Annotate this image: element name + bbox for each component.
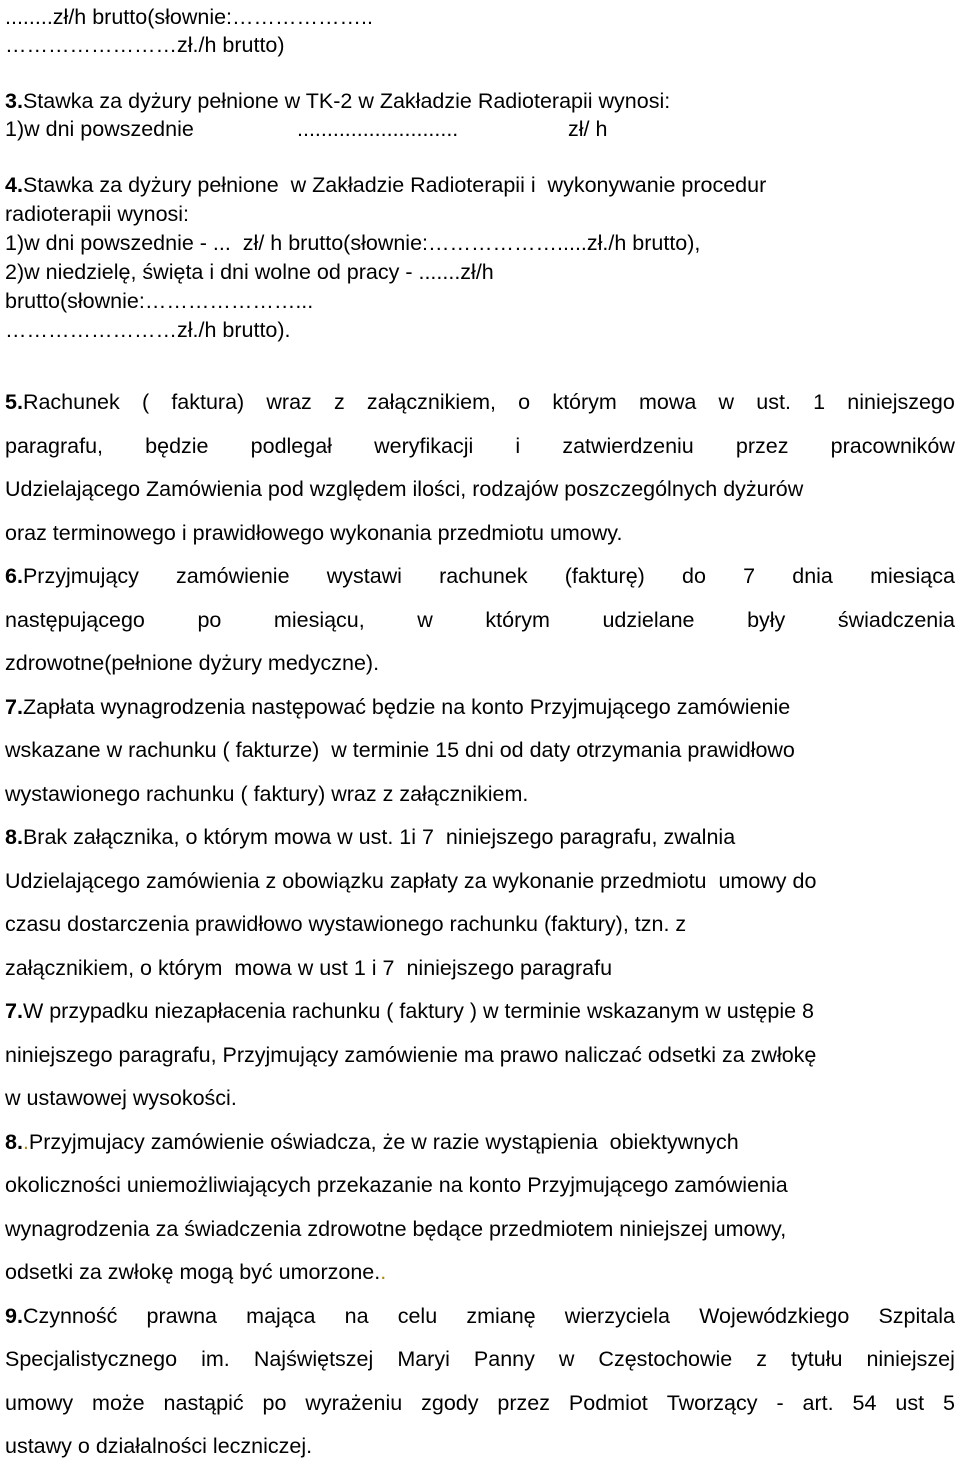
text-line: w ustawowej wysokości.	[5, 1086, 237, 1110]
word: mowa	[639, 390, 697, 414]
word: podlegał	[250, 434, 332, 458]
text-line	[5, 607, 955, 633]
paragraph-5	[5, 389, 955, 415]
word: po	[262, 1391, 287, 1415]
text-line: czasu dostarczenia prawidłowo wystawionego rachunku (faktury), tzn. z	[5, 912, 687, 936]
word: zamówienie	[176, 564, 290, 588]
text-line: niniejszego paragrafu, Przyjmujący zamówienie ma prawo naliczać odsetki za zwłokę	[5, 1043, 817, 1067]
paragraph-4	[5, 172, 955, 198]
text-line: Udzielającego zamówienia z obowiązku zapłaty za wykonanie przedmiotu umowy do	[5, 869, 817, 893]
paragraph-text: Zapłata wynagrodzenia następować będzie na konto Przyjmującego zamówienie	[22, 695, 791, 719]
word: Szpitala	[878, 1304, 955, 1328]
text-line: wynagrodzenia za świadczenia zdrowotne będące przedmiotem niniejszej umowy,	[5, 1217, 787, 1241]
word: o	[518, 390, 531, 414]
paragraph-8-second	[5, 1129, 955, 1155]
word: im.	[201, 1347, 230, 1371]
word: 7	[743, 564, 756, 588]
paragraph-number: 8.	[5, 1130, 23, 1154]
paragraph-text: Przyjmujacy zamówienie oświadcza, że w razie wystąpienia obiektywnych	[28, 1130, 739, 1154]
paragraph-text: Stawka za dyżury pełnione w TK-2 w Zakładzie Radioterapii wynosi:	[22, 89, 671, 113]
word: (	[141, 390, 150, 414]
text-line: zdrowotne(pełnione dyżury medyczne).	[5, 651, 380, 675]
word: faktura)	[171, 390, 245, 414]
word: z	[333, 390, 345, 414]
text-line	[5, 1259, 955, 1285]
word: (fakturę)	[564, 564, 645, 588]
word: z	[756, 1347, 768, 1371]
word: prawna	[146, 1304, 218, 1328]
text-line: oraz terminowego i prawidłowego wykonania przedmiotu umowy.	[5, 521, 623, 545]
text-line: okoliczności uniemożliwiających przekazanie na konto Przyjmującego zamówienia	[5, 1173, 788, 1197]
word: mająca	[246, 1304, 316, 1328]
word: Wojewódzkiego	[699, 1304, 850, 1328]
text-line	[5, 433, 955, 459]
word: po	[197, 608, 222, 632]
word: niniejszej	[866, 1347, 955, 1371]
word: celu	[397, 1304, 438, 1328]
paragraph-number: 7.	[5, 695, 23, 719]
rate-unit: zł/ h	[568, 117, 608, 141]
paragraph-number: 6.	[5, 564, 23, 588]
word: którym	[552, 390, 617, 414]
word: dnia	[792, 564, 833, 588]
word: którym	[485, 608, 550, 632]
word: miesiąca	[870, 564, 955, 588]
paragraph-text: Brak załącznika, o którym mowa w ust. 1i 7 niniejszego paragrafu, zwalnia	[22, 825, 736, 849]
line-text: odsetki za zwłokę mogą być umorzone.	[5, 1260, 381, 1284]
word: przez	[497, 1391, 550, 1415]
word: może	[92, 1391, 145, 1415]
word: wierzyciela	[564, 1304, 670, 1328]
text-line: ……………………zł./h brutto).	[5, 318, 291, 342]
word: 9.Czynność	[5, 1304, 118, 1328]
word: i	[515, 434, 521, 458]
text-line: 2)w niedzielę, święta i dni wolne od pracy - .......zł/h	[5, 260, 494, 284]
word: miesiącu,	[273, 608, 365, 632]
paragraph-3	[5, 88, 955, 114]
word: zgody	[421, 1391, 479, 1415]
rate-blank: ...........................	[297, 117, 459, 141]
word: załącznikiem,	[366, 390, 496, 414]
paragraph-number: 8.	[5, 825, 23, 849]
rate-line: ……………………zł./h brutto)	[5, 33, 285, 57]
word: umowy	[5, 1391, 74, 1415]
text-line: radioterapii wynosi:	[5, 202, 190, 226]
word: zmianę	[466, 1304, 536, 1328]
word: art.	[802, 1391, 834, 1415]
paragraph-6	[5, 563, 955, 589]
word: nastąpić	[163, 1391, 244, 1415]
stray-dot: .	[22, 1130, 29, 1154]
word: udzielane	[602, 608, 695, 632]
word: wystawi	[326, 564, 402, 588]
word: rachunek	[439, 564, 528, 588]
word: tytułu	[791, 1347, 843, 1371]
word: niniejszego	[847, 390, 955, 414]
word: Najświętszej	[253, 1347, 374, 1371]
paragraph-number: 7.	[5, 999, 23, 1023]
word: do	[682, 564, 706, 588]
word: wyrażeniu	[305, 1391, 403, 1415]
word: w	[718, 390, 735, 414]
word: Panny	[473, 1347, 535, 1371]
word: Częstochowie	[598, 1347, 733, 1371]
word: Maryi	[397, 1347, 450, 1371]
paragraph-number: 9.	[5, 1304, 23, 1328]
word: świadczenia	[837, 608, 955, 632]
word: w	[558, 1347, 575, 1371]
paragraph-number: 5.	[5, 390, 23, 414]
word: na	[344, 1304, 369, 1328]
text-line: brutto(słownie:…………………...	[5, 289, 314, 313]
word: -	[776, 1391, 784, 1415]
word: zatwierdzeniu	[562, 434, 694, 458]
text-line: załącznikiem, o którym mowa w ust 1 i 7 niniejszego paragrafu	[5, 956, 613, 980]
word: 1	[813, 390, 826, 414]
text-line: wystawionego rachunku ( faktury) wraz z załącznikiem.	[5, 782, 529, 806]
word: będzie	[145, 434, 209, 458]
word: weryfikacji	[374, 434, 474, 458]
word: w	[417, 608, 433, 632]
text-line	[5, 1346, 955, 1372]
word: przez	[735, 434, 789, 458]
text-line: ustawy o działalności leczniczej.	[5, 1434, 313, 1458]
word: pracowników	[830, 434, 955, 458]
word: były	[747, 608, 786, 632]
word: Specjalistycznego	[5, 1347, 178, 1371]
word: 5.Rachunek	[5, 390, 120, 414]
word: 54	[852, 1391, 877, 1415]
text-line: 1)w dni powszednie - ... zł/ h brutto(słownie:……………….....zł./h brutto),	[5, 231, 701, 255]
stray-dot: .	[380, 1260, 387, 1284]
paragraph-7	[5, 694, 955, 720]
word: 6.Przyjmujący	[5, 564, 139, 588]
text-line	[5, 1390, 955, 1416]
paragraph-7-second	[5, 998, 955, 1024]
word: ust.	[756, 390, 791, 414]
text-line: wskazane w rachunku ( fakturze) w terminie 15 dni od daty otrzymania prawidłowo	[5, 738, 795, 762]
paragraph-text: Stawka za dyżury pełnione w Zakładzie Radioterapii i wykonywanie procedur	[22, 173, 767, 197]
text-line: Udzielającego Zamówienia pod względem ilości, rodzajów poszczególnych dyżurów	[5, 477, 804, 501]
word: Tworzący	[666, 1391, 758, 1415]
word: paragrafu,	[5, 434, 104, 458]
word: Podmiot	[568, 1391, 648, 1415]
word: następującego	[5, 608, 145, 632]
paragraph-9	[5, 1303, 955, 1329]
word: wraz	[266, 390, 312, 414]
rate-line	[5, 116, 955, 142]
rate-label: 1)w dni powszednie	[5, 117, 194, 141]
paragraph-8	[5, 824, 955, 850]
paragraph-text: W przypadku niezapłacenia rachunku ( faktury ) w terminie wskazanym w ustępie 8	[22, 999, 814, 1023]
word: ust	[895, 1391, 925, 1415]
paragraph-number: 3.	[5, 89, 23, 113]
paragraph-number: 4.	[5, 173, 23, 197]
word: 5	[942, 1391, 955, 1415]
rate-line: ........zł/h brutto(słownie:………………..	[5, 5, 373, 29]
